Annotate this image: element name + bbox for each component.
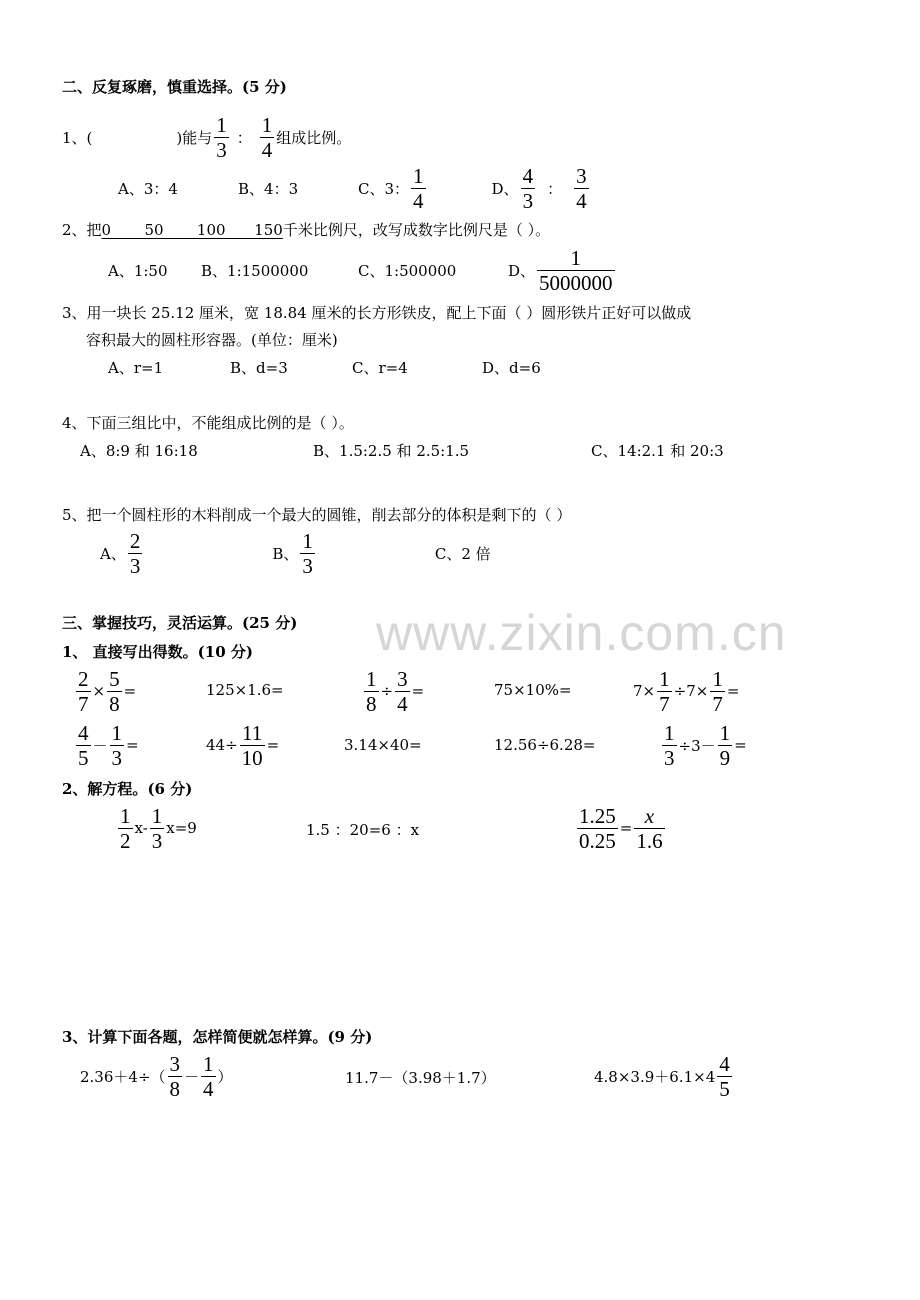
equals: = — [411, 682, 425, 700]
q1-suffix: 组成比例。 — [276, 128, 352, 147]
fraction: $\frac{1}{4}$ — [203, 1051, 214, 1101]
suffix: ） — [217, 1067, 233, 1086]
operator: － — [184, 1067, 200, 1086]
calc-r2-e4: 12.56÷6.28= — [494, 736, 596, 754]
q2-option-c: C、1:500000 — [358, 261, 457, 280]
q4-options — [80, 440, 724, 461]
q2-option-b: B、1:1500000 — [201, 261, 309, 280]
calc-r1-e1 — [74, 665, 136, 717]
fraction: $\frac{1.25}{0.25}$ — [579, 803, 616, 853]
q5-text: 5、把一个圆柱形的木料削成一个最大的圆锥，削去部分的体积是剩下的（ ） — [62, 506, 572, 524]
equals: = — [619, 819, 633, 837]
calc-r1-e5 — [633, 665, 739, 717]
equation-1 — [116, 802, 197, 854]
compute-3 — [594, 1050, 734, 1102]
calc-r1-e3 — [362, 665, 424, 717]
q1-fraction-2: $\frac{1}{4}$ — [261, 112, 273, 162]
q5-option-a: A、 — [100, 544, 126, 563]
q3-option-c: C、r=4 — [352, 359, 408, 377]
part2-title: 2、解方程。(6 分) — [62, 780, 193, 798]
compute-2: 11.7－（3.98＋1.7） — [345, 1069, 496, 1087]
operator: ÷ — [380, 682, 394, 700]
fraction: $\frac{1}{2}$ — [120, 803, 131, 853]
equals: = — [126, 736, 139, 754]
equals: = — [734, 736, 747, 754]
calc-r2-e1 — [74, 719, 139, 771]
part1-title: 1、 直接写出得数。(10 分) — [62, 643, 253, 661]
prefix: 7× — [633, 682, 656, 700]
fraction: $\frac{1}{3}$ — [664, 720, 675, 770]
q1-option-d-fraction-1: $\frac{4}{3}$ — [522, 163, 534, 213]
prefix: 4.8×3.9＋6.1×4 — [594, 1067, 716, 1086]
q1-colon: ： — [236, 128, 252, 147]
fraction: $\frac{4}{5}$ — [719, 1051, 730, 1101]
q2-suffix: 千米比例尺，改写成数字比例尺是（ ）。 — [282, 221, 551, 239]
part3-title: 3、计算下面各题，怎样简便就怎样算。(9 分) — [62, 1028, 373, 1046]
q1-option-c: C、3： — [358, 179, 410, 198]
q3-option-b: B、d=3 — [230, 359, 288, 377]
term: x=9 — [166, 819, 197, 837]
operator: － — [92, 736, 108, 755]
fraction: $\frac{11}{10}$ — [241, 720, 263, 770]
q1-options — [118, 163, 591, 213]
q3-option-a: A、r=1 — [108, 359, 164, 377]
calc-r1-e2: 125×1.6= — [206, 681, 284, 699]
q2 — [62, 219, 550, 240]
q5-option-c: C、2 倍 — [434, 544, 491, 563]
operator: × — [92, 682, 106, 700]
q2-options — [108, 244, 617, 296]
q1-prefix: 1、( — [62, 128, 93, 147]
q4-option-c: C、14:2.1 和 20:3 — [591, 442, 724, 460]
q4-text: 4、下面三组比中，不能组成比例的是（ ）。 — [62, 414, 354, 432]
q1-option-d: D、 — [491, 179, 519, 198]
equation-2: 1.5 ：20=6 ：x — [306, 821, 420, 839]
fraction: $\frac{1}{8}$ — [366, 666, 377, 716]
fraction: $\frac{1}{7}$ — [659, 666, 670, 716]
q5-option-a-fraction: $\frac{2}{3}$ — [129, 528, 141, 578]
q3-line2: 容积最大的圆柱形容器。(单位：厘米) — [86, 331, 338, 349]
q2-line-scale: 0 50 100 150 — [101, 221, 283, 239]
q2-prefix: 2、把 — [62, 221, 102, 239]
q1-fraction-1: $\frac{1}{3}$ — [216, 112, 227, 162]
q3-line1: 3、用一块长 25.12 厘米，宽 18.84 厘米的长方形铁皮，配上下面（ ）圆形铁片正好可以做成 — [62, 304, 692, 322]
q1-option-b: B、4：3 — [238, 179, 299, 198]
equals: = — [123, 682, 137, 700]
fraction: $\frac{3}{4}$ — [397, 666, 408, 716]
q3-options — [108, 357, 541, 378]
fraction: $\frac{1}{3}$ — [151, 803, 163, 853]
section3-title: 三、掌握技巧，灵活运算。(25 分) — [62, 614, 298, 632]
q2-option-d-fraction: $\frac{1}{5000000}$ — [539, 245, 613, 295]
q1-mid: )能与 — [176, 128, 213, 147]
q5-options — [100, 527, 491, 579]
q1-option-a: A、3：4 — [118, 179, 178, 198]
q2-option-d: D、 — [508, 261, 536, 280]
operator: ÷7× — [673, 682, 709, 700]
fraction: $\frac{5}{8}$ — [109, 666, 120, 716]
q1-option-d-colon: ： — [547, 179, 563, 198]
q5-option-b-fraction: $\frac{1}{3}$ — [302, 528, 313, 578]
q2-option-a: A、1:50 — [108, 261, 168, 280]
fraction: $\frac{1}{3}$ — [111, 720, 123, 770]
operator: ÷3－ — [678, 736, 716, 755]
calc-r2-e5 — [660, 719, 747, 771]
prefix: 44÷ — [206, 736, 238, 754]
equals: = — [266, 736, 280, 754]
fraction: $\frac{3}{8}$ — [169, 1051, 181, 1101]
term: x- — [134, 819, 148, 837]
q3-option-d: D、d=6 — [482, 359, 541, 377]
fraction: $\frac{1}{9}$ — [719, 720, 731, 770]
q4-option-b: B、1.5:2.5 和 2.5:1.5 — [313, 442, 470, 460]
fraction: $\frac{x}{1.6}$ — [636, 803, 663, 853]
fraction: $\frac{4}{5}$ — [78, 720, 89, 770]
compute-1 — [80, 1050, 233, 1102]
equation-3 — [575, 802, 667, 854]
q1 — [62, 112, 351, 162]
calc-r2-e3: 3.14×40= — [344, 736, 422, 754]
watermark: www.zixin.com.cn — [376, 605, 787, 661]
fraction: $\frac{1}{7}$ — [712, 666, 723, 716]
section2-title: 二、反复琢磨，慎重选择。(5 分) — [62, 78, 287, 96]
prefix: 2.36＋4÷（ — [80, 1067, 166, 1086]
q1-option-c-fraction: $\frac{1}{4}$ — [413, 163, 424, 213]
q1-option-d-fraction-2: $\frac{3}{4}$ — [576, 163, 587, 213]
calc-r2-e2 — [206, 719, 279, 771]
calc-r1-e4: 75×10%= — [494, 681, 572, 699]
q5-option-b: B、 — [272, 544, 299, 563]
equals: = — [726, 682, 740, 700]
fraction: $\frac{2}{7}$ — [78, 666, 89, 716]
q4-option-a: A、8:9 和 16:18 — [80, 442, 198, 460]
